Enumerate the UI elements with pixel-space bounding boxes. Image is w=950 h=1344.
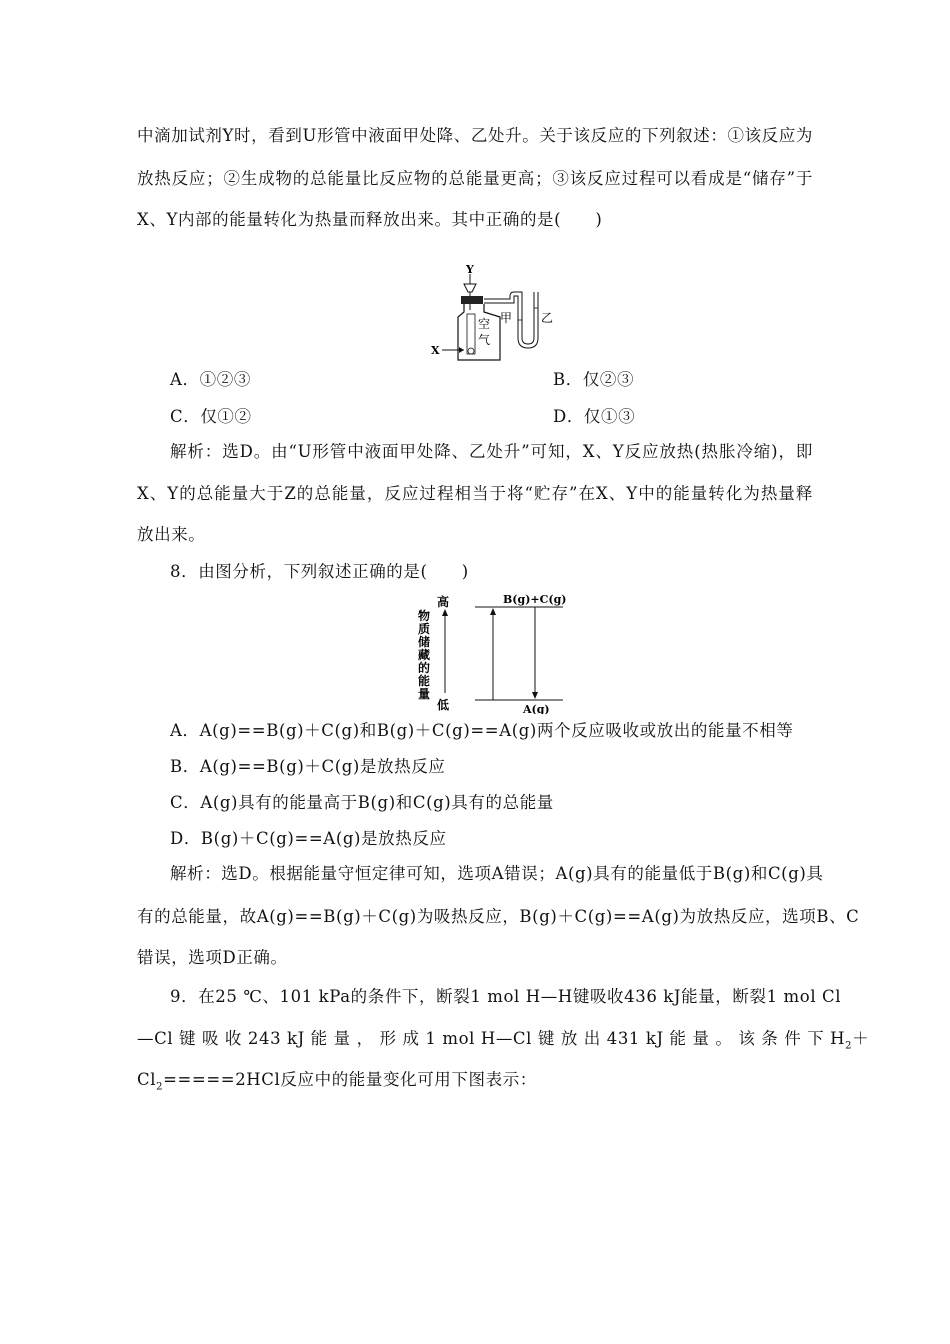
- q7-stem-line-3: X、Y内部的能量转化为热量而释放出来。其中正确的是( ): [137, 210, 603, 229]
- energy-level-figure: [415, 589, 575, 714]
- q9-line-2-end: ＋: [852, 1029, 870, 1048]
- q8-stem: 8．由图分析，下列叙述正确的是( ): [170, 562, 469, 581]
- q9-line-2-subscript: 2: [845, 1040, 853, 1052]
- q7-option-b: B．仅②③: [553, 370, 635, 389]
- energy-high-label: 高: [437, 595, 450, 609]
- figure-label-jia: 甲: [500, 311, 513, 325]
- energy-axis-char: 能: [418, 674, 431, 688]
- q9-line-3: [137, 1068, 813, 1099]
- q7-option-a: A．①②③: [170, 370, 251, 389]
- energy-low-label: 低: [437, 698, 450, 712]
- q7-analysis-line-3: 放出来。: [137, 525, 206, 544]
- q9-line-1: 9．在25 ℃、101 kPa的条件下，断裂1 mol H—H键吸收436 kJ能量，断裂1 mol Cl: [170, 987, 842, 1006]
- figure-label-qi: 气: [478, 333, 491, 347]
- q7-stem-line-1: 中滴加试剂Y时，看到U形管中液面甲处降、乙处升。关于该反应的下列叙述：①该反应为: [137, 126, 813, 145]
- q9-line-3-subscript: 2: [156, 1081, 164, 1093]
- energy-axis-char: 的: [418, 661, 431, 675]
- energy-axis-label: [418, 608, 431, 701]
- q7-analysis-line-2: X、Y的总能量大于Z的总能量，反应过程相当于将“贮存”在X、Y中的能量转化为热量释: [137, 484, 813, 503]
- q8-option-c: C．A(g)具有的能量高于B(g)和C(g)具有的总能量: [170, 793, 554, 812]
- q9-line-2-text: —Cl 键 吸 收 243 kJ 能 量 ， 形 成 1 mol H—Cl 键 放 出 431 kJ 能 量 。 该 条 件 下 H: [137, 1029, 846, 1048]
- q9-line-3-rest: =====2HCl反应中的能量变化可用下图表示：: [163, 1070, 537, 1089]
- q7-stem-line-2: 放热反应；②生成物的总能量比反应物的总能量更高；③该反应过程可以看成是“储存”于: [137, 169, 813, 188]
- figure-label-y: Y: [466, 263, 474, 276]
- q9-line-2: [137, 1027, 870, 1058]
- figure-label-x: X: [431, 344, 440, 357]
- q7-option-c: C．仅①②: [170, 407, 252, 426]
- q7-analysis-line-1: 解析：选D。由“U形管中液面甲处降、乙处升”可知，X、Y反应放热(热胀冷缩)，即: [170, 442, 813, 461]
- figure-label-kong: 空: [478, 317, 491, 331]
- q8-analysis-line-3: 错误，选项D正确。: [137, 948, 288, 967]
- energy-axis-char: 物: [418, 609, 431, 623]
- q8-option-b: B．A(g)==B(g)＋C(g)是放热反应: [170, 757, 446, 776]
- energy-bottom-level-label: A(g): [523, 703, 550, 714]
- q8-option-d: D．B(g)＋C(g)==A(g)是放热反应: [170, 829, 447, 848]
- flask-u-tube-figure: [428, 262, 558, 366]
- q9-line-3-start: Cl: [137, 1070, 157, 1089]
- q8-analysis-line-2: 有的总能量，故A(g)==B(g)＋C(g)为吸热反应，B(g)＋C(g)==A(g)为放热反应，选项B、C: [137, 907, 860, 926]
- energy-top-level-label: B(g)+C(g): [503, 593, 567, 606]
- energy-axis-char: 质: [418, 622, 431, 636]
- q8-option-a: A．A(g)==B(g)＋C(g)和B(g)＋C(g)==A(g)两个反应吸收或放出的能量不相等: [170, 721, 794, 740]
- q8-analysis-line-1: 解析：选D。根据能量守恒定律可知，选项A错误；A(g)具有的能量低于B(g)和C(g)具: [170, 864, 824, 883]
- energy-axis-char: 量: [418, 687, 431, 701]
- energy-axis-char: 藏: [418, 648, 431, 662]
- energy-axis-char: 储: [418, 635, 431, 649]
- figure-label-yi: 乙: [541, 311, 554, 325]
- q7-option-d: D．仅①③: [553, 407, 636, 426]
